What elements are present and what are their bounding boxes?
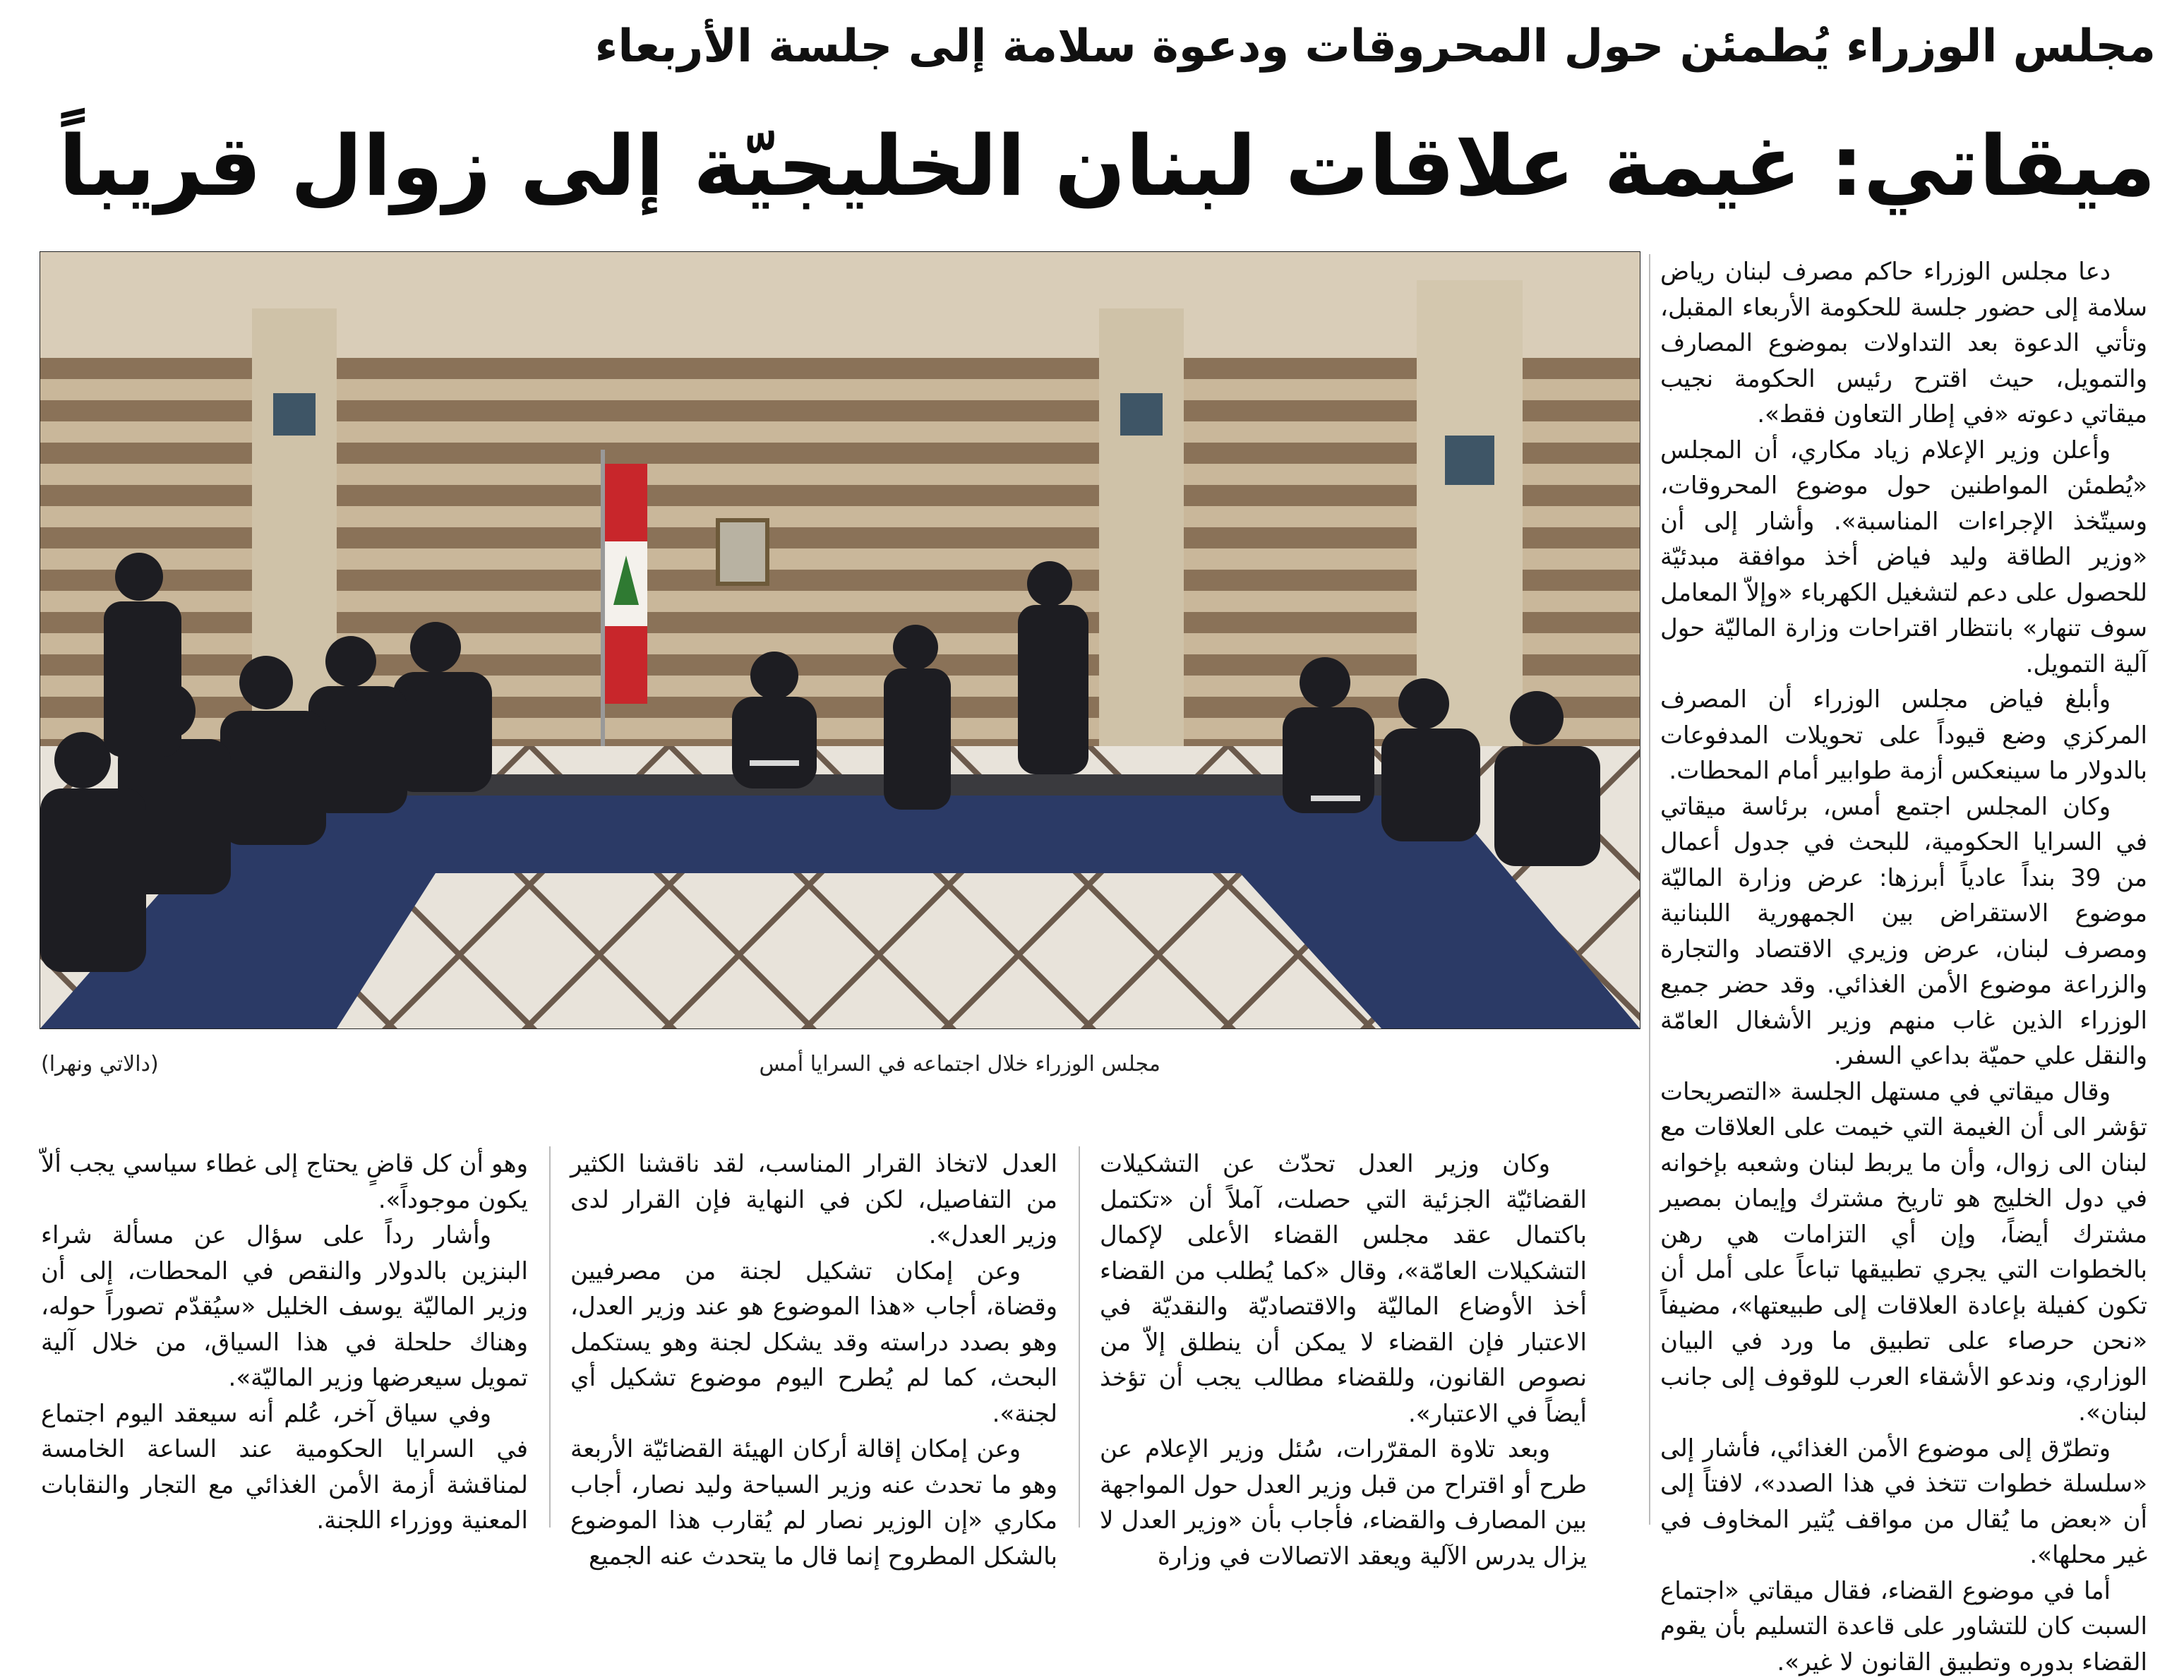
- photo-caption: مجلس الوزراء خلال اجتماعه في السرايا أمس: [553, 1043, 1160, 1086]
- paragraph: وهو أن كل قاضٍ يحتاج إلى غطاء سياسي يجب ألاّ يكون موجوداً».: [41, 1146, 528, 1218]
- paragraph: وتطرّق إلى موضوع الأمن الغذائي، فأشار إلى «سلسلة خطوات تتخذ في هذا الصدد»، لافتاً إلى أن «بعض ما يُقال من مواقف يُثير المخاوف في غير محلها».: [1660, 1431, 2147, 1573]
- paragraph: أما في موضوع القضاء، فقال ميقاتي «اجتماع السبت كان للتشاور على قاعدة التسليم بأن يقوم القضاء بدوره وتطبيق القانون لا غير».: [1660, 1573, 2147, 1680]
- column-divider: [1079, 1146, 1080, 1528]
- column-divider: [1649, 254, 1650, 1525]
- article-column-bottom-1: [1100, 1146, 1587, 1528]
- column-divider: [549, 1146, 551, 1528]
- paragraph: وأبلغ فياض مجلس الوزراء أن المصرف المركزي وضع قيوداً على تحويلات المدفوعات بالدولار ما سينعكس أزمة طوابير أمام المحطات.: [1660, 682, 2147, 789]
- paragraph: وفي سياق آخر، عُلم أنه سيعقد اليوم اجتماع في السرايا الحكومية عند الساعة الخامسة لمناقشة أزمة الأمن الغذائي مع التجار والنقابات المعنية ووزراء اللجنة.: [41, 1396, 528, 1539]
- paragraph: وأشار رداً على سؤال عن مسألة شراء البنزين بالدولار والنقص في المحطات، إلى أن وزير الماليّة يوسف الخليل «سيُقدّم تصوراً حوله، وهناك حلحلة في هذا السياق، من خلال آلية تمويل سيعرضها وزير الماليّة».: [41, 1218, 528, 1396]
- paragraph: وعن إمكان تشكيل لجنة من مصرفيين وقضاة، أجاب «هذا الموضوع هو عند وزير العدل، وهو بصدد دراسته وقد يشكل لجنة وهو يستكمل البحث، كما لم يُطرح اليوم موضوع تشكيل أي لجنة».: [570, 1254, 1057, 1432]
- paragraph: وأعلن وزير الإعلام زياد مكاري، أن المجلس «يُطمئن المواطنين حول موضوع المحروقات، وسيتّخذ الإجراءات المناسبة». وأشار إلى أن «وزير الطاقة وليد فياض أخذ موافقة مبدئيّة للحصول على دعم لتشغيل الكهرباء «وإلاّ المعامل سوف تنهار» بانتظار اقتراحات وزارة الماليّة حول آلية التمويل.: [1660, 433, 2147, 683]
- cabinet-meeting-illustration: [40, 252, 1640, 1028]
- paragraph: وكان المجلس اجتمع أمس، برئاسة ميقاتي في السرايا الحكومية، للبحث في جدول أعمال من 39 بنداً عادياً أبرزها: عرض وزارة الماليّة موضوع الاستقراض بين الجمهورية اللبنانية ومصرف لبنان، عرض وزيري الاقتصاد والتجارة والزراعة موضوع الأمن الغذائي. وقد حضر جميع الوزراء الذين غاب منهم وزير الأشغال العامّة والنقل علي حميّة بداعي السفر.: [1660, 789, 2147, 1074]
- paragraph: وكان وزير العدل تحدّث عن التشكيلات القضائيّة الجزئية التي حصلت، آملاً أن «تكتمل باكتمال عقد مجلس القضاء الأعلى لإكمال التشكيلات العامّة»، وقال «كما يُطلب من القضاء أخذ الأوضاع الماليّة والاقتصاديّة والنقديّة في الاعتبار فإن القضاء لا يمكن أن ينطلق إلاّ من نصوص القانون، وللقضاء مطالب يجب أن تؤخذ أيضاً في الاعتبار».: [1100, 1146, 1587, 1432]
- article-column-right: [1660, 254, 2147, 1525]
- paragraph: وعن إمكان إقالة أركان الهيئة القضائيّة الأربعة وهو ما تحدث عنه وزير السياحة وليد نصار، أجاب مكاري «إن الوزير نصار لم يُقارب هذا الموضوع بالشكل المطروح إنما قال ما يتحدث عنه الجميع: [570, 1432, 1057, 1574]
- article-kicker: مجلس الوزراء يُطمئن حول المحروقات ودعوة سلامة إلى جلسة الأربعاء: [38, 13, 2156, 80]
- cabinet-meeting-photo: [40, 251, 1640, 1029]
- photo-credit: (دالاتي ونهرا): [41, 1043, 309, 1086]
- paragraph: العدل لاتخاذ القرار المناسب، لقد ناقشنا الكثير من التفاصيل، لكن في النهاية فإن القرار لدى وزير العدل».: [570, 1146, 1057, 1254]
- article-column-bottom-2: [570, 1146, 1057, 1528]
- article-headline: ميقاتي: غيمة علاقات لبنان الخليجيّة إلى زوال قريباً: [38, 106, 2156, 226]
- paragraph: وبعد تلاوة المقرّرات، سُئل وزير الإعلام عن طرح أو اقتراح من قبل وزير العدل حول المواجهة بين المصارف والقضاء، فأجاب بأن «وزير العدل لا يزال يدرس الآلية ويعقد الاتصالات في وزارة: [1100, 1432, 1587, 1574]
- paragraph: دعا مجلس الوزراء حاكم مصرف لبنان رياض سلامة إلى حضور جلسة للحكومة الأربعاء المقبل، وتأتي الدعوة بعد التداولات بموضوع المصارف والتمويل، حيث اقترح رئيس الحكومة نجيب ميقاتي دعوته «في إطار التعاون فقط».: [1660, 254, 2147, 433]
- paragraph: وقال ميقاتي في مستهل الجلسة «التصريحات تؤشر الى أن الغيمة التي خيمت على العلاقات مع لبنان الى زوال، وأن ما يربط لبنان وشعبه بإخوانه في دول الخليج هو تاريخ مشترك وإيمان بمصير مشترك أيضاً، وإن أي التزامات هي رهن بالخطوات التي يجري تطبيقها تباعاً على أمل أن تكون كفيلة بإعادة العلاقات إلى طبيعتها»، مضيفاً «نحن حرصاء على تطبيق ما ورد في البيان الوزاري، وندعو الأشقاء العرب للوقوف إلى جانب لبنان».: [1660, 1074, 2147, 1431]
- article-column-bottom-3: [41, 1146, 528, 1528]
